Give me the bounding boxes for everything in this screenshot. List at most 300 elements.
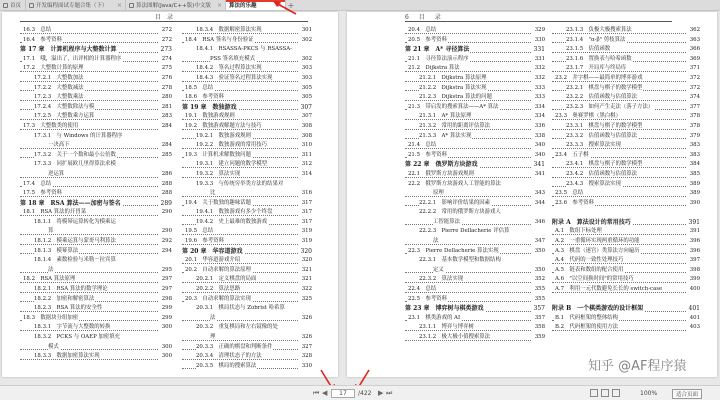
arrow-annotation-top [270, 0, 300, 16]
toc-entry[interactable] [405, 314, 545, 324]
toc-entry-title: 16.4 参考资料 [23, 36, 62, 43]
toc-entry-title: 一决高下 [48, 142, 70, 149]
toc-entry[interactable] [405, 295, 545, 305]
toc-entry[interactable] [552, 112, 700, 122]
toc-entry[interactable] [552, 170, 700, 180]
toc-entry[interactable] [20, 45, 172, 55]
toc-entry[interactable] [405, 227, 545, 237]
toc-entry[interactable] [20, 151, 172, 161]
toc-entry[interactable] [552, 64, 700, 74]
toc-entry[interactable] [405, 333, 545, 343]
toc-entry-title: 19.4.2 史上最难的数独游戏 [196, 218, 268, 225]
toc-entry-page: 397 [689, 256, 700, 266]
toc-entry[interactable] [20, 352, 172, 362]
toc-entry-page: 374 [689, 93, 700, 103]
toc-entry[interactable] [20, 84, 172, 94]
toc-entry[interactable] [20, 55, 172, 65]
toc-entry[interactable] [182, 84, 312, 94]
toc-entry-title: 比 [210, 190, 216, 197]
toc-entry[interactable] [552, 26, 700, 36]
toc-entry[interactable] [182, 180, 312, 190]
toc-entry[interactable] [405, 103, 545, 113]
toc-entry[interactable] [552, 132, 700, 142]
toc-entry-title: 19.4 关于数独的趣味话题 [185, 199, 251, 206]
toc-entry[interactable] [182, 189, 312, 199]
toc-entry[interactable] [405, 189, 545, 199]
toc-entry-title: 22.3.1 基本数学模型和数据结构 [419, 257, 501, 264]
toc-entry[interactable] [552, 285, 700, 295]
toc-entry[interactable] [552, 160, 700, 170]
home-icon [3, 3, 8, 8]
toc-entry[interactable] [182, 314, 312, 324]
toc-entry[interactable] [182, 151, 312, 161]
toc-entry[interactable] [20, 160, 172, 170]
toc-entry[interactable] [182, 295, 312, 305]
toc-entry-page: 300 [161, 323, 172, 333]
toc-entry[interactable] [405, 208, 545, 218]
toc-entry[interactable] [182, 352, 312, 362]
toc-entry-title: 20.3.1 棋局状态与 Zobrist 哈希算 [196, 305, 285, 312]
toc-entry-title: 22.2.1 影响评价结果的因素 [419, 199, 491, 206]
left-page [2, 12, 338, 377]
toc-entry[interactable] [182, 160, 312, 170]
toc-entry-page: 341 [534, 170, 545, 180]
fit-page-button[interactable]: 适合页面 [672, 389, 702, 399]
toc-entry-page: 355 [534, 285, 545, 295]
toc-entry[interactable] [20, 122, 172, 132]
toc-entry-page: 389 [689, 189, 700, 199]
toc-entry-page: 328 [301, 352, 312, 362]
toc-entry[interactable] [405, 266, 545, 276]
toc-entry[interactable] [552, 247, 700, 257]
toc-entry-title: 22.2 俄罗斯方块游戏人工智能的算法 [408, 180, 501, 187]
toc-entry-page: 317 [301, 199, 312, 209]
toc-entry[interactable] [20, 247, 172, 257]
toc-entry[interactable] [20, 36, 172, 46]
toc-entry[interactable] [182, 227, 312, 237]
toc-entry[interactable] [20, 343, 172, 353]
toc-entry-title: A.7 利用一元代数避免长长的 switch-case [555, 286, 663, 293]
toc-entry-title: B.2 代码框架的使用方法 [555, 324, 619, 331]
toc-entry[interactable] [182, 362, 312, 372]
toc-entry-title: 16.3 总结 [23, 27, 52, 33]
tab-home[interactable] [0, 0, 26, 10]
toc-entry[interactable] [552, 295, 700, 305]
toc-entry-title: 18.3.4 数据解密算法实现 [196, 27, 262, 33]
toc-entry[interactable] [182, 103, 312, 113]
toc-entry-title [552, 296, 553, 303]
toc-entry[interactable] [182, 266, 312, 276]
toc-entry-page: 341 [533, 161, 545, 169]
toc-entry-page: 302 [301, 55, 312, 65]
toc-entry-page: 299 [161, 304, 172, 314]
toc-entry[interactable] [20, 304, 172, 314]
toc-entry[interactable] [552, 275, 700, 285]
toc-entry-page: 297 [161, 285, 172, 295]
toc-entry[interactable] [552, 208, 700, 218]
toc-entry-page: 377 [689, 103, 700, 113]
toc-entry-title: 法 [48, 266, 54, 273]
toc-leader-dots [182, 282, 298, 283]
toc-entry-page: 322 [301, 285, 312, 295]
toc-entry[interactable] [182, 74, 312, 84]
toc-entry-page: 390 [689, 199, 700, 209]
toc-entry-page: 316 [301, 189, 312, 199]
toc-entry-page: 319 [301, 227, 312, 237]
toc-entry-title: 17.2.3 大整数乘法 [34, 94, 84, 101]
toc-entry[interactable] [182, 141, 312, 151]
toc-entry[interactable] [182, 275, 312, 285]
toc-leader-dots [20, 119, 158, 120]
toc-entry[interactable] [20, 266, 172, 276]
toc-column [20, 26, 172, 362]
pdf-icon [29, 3, 34, 8]
toc-entry[interactable] [405, 132, 545, 142]
toc-entry-page: 389 [689, 180, 700, 190]
toc-entry[interactable] [182, 199, 312, 209]
toc-entry-title: 23.3.1 棋盘与棋子的数学模型 [566, 122, 643, 129]
toc-entry[interactable] [405, 64, 545, 74]
last-page-button[interactable]: ⏭ [386, 389, 393, 397]
toc-entry[interactable] [552, 227, 700, 237]
toc-entry[interactable] [20, 170, 172, 180]
toc-leader-dots [182, 119, 298, 120]
toc-entry-title: 23.2.1 棋盘与棋子的数学模型 [566, 84, 643, 91]
toc-entry[interactable] [552, 93, 700, 103]
toc-entry-title: 23.2.3 如何产生走法（落子方法） [566, 103, 654, 110]
toc-entry[interactable] [552, 314, 700, 324]
tab-document-2[interactable] [126, 0, 226, 10]
toc-entry-title: A.3 棋盘（迷宫）类算法方向遍历 [555, 247, 640, 254]
toc-entry[interactable] [182, 285, 312, 295]
toc-entry[interactable] [182, 36, 312, 46]
toc-entry-page: 331 [533, 46, 545, 54]
toc-entry[interactable] [405, 122, 545, 132]
toc-entry[interactable] [405, 170, 545, 180]
toc-entry-page: 295 [161, 266, 172, 276]
toc-entry-title: 23.3 奥赛罗棋（黑白棋） [555, 113, 621, 120]
page-number-input[interactable]: 17 [331, 389, 355, 398]
prev-page-button[interactable]: ◀ [322, 389, 328, 397]
toc-entry-title: 23.6 参考资料 [555, 199, 594, 206]
toc-entry-title: 23.4 五子棋 [555, 151, 589, 158]
toc-entry[interactable] [552, 323, 700, 333]
toc-entry[interactable] [405, 237, 545, 247]
toc-entry-title: 20.3.3 正确的棋盘和判断条件 [196, 343, 273, 350]
toc-leader-dots [405, 282, 531, 283]
toc-entry-title: 23.1.7 开局库与终局库 [566, 65, 627, 72]
toc-entry[interactable] [182, 64, 312, 74]
toc-entry-title: 22.4 总结 [408, 286, 437, 293]
tab-label: 算法的乐趣 [229, 3, 257, 9]
toc-entry-page: 321 [301, 275, 312, 285]
toc-entry[interactable] [552, 266, 700, 276]
toc-leader-dots [405, 244, 531, 245]
toc-entry-page: 355 [534, 295, 545, 305]
toc-entry-title: 18.4 RSA 签名与身份验证 [185, 36, 254, 43]
toc-entry[interactable] [552, 189, 700, 199]
toc-entry[interactable] [20, 227, 172, 237]
toc-entry-page: 319 [301, 237, 312, 247]
toc-entry-page: 327 [301, 343, 312, 353]
toc-leader-dots [405, 119, 531, 120]
toc-entry-page: 396 [689, 237, 700, 247]
toc-entry[interactable] [552, 45, 700, 55]
toc-entry[interactable] [552, 74, 700, 84]
first-page-button[interactable]: ⏮ [313, 389, 320, 397]
toc-entry-page: 359 [534, 333, 545, 343]
toc-entry-title: 23.3.3 搜索算法实现 [566, 142, 621, 149]
toc-entry[interactable] [552, 256, 700, 266]
toc-entry[interactable] [405, 45, 545, 55]
toc-entry-title: A.4 代码的一致性处理技巧 [555, 257, 624, 264]
toc-entry[interactable] [20, 26, 172, 36]
toc-entry[interactable] [182, 45, 312, 55]
toc-entry[interactable] [552, 237, 700, 247]
toc-entry-title: 18.2.3 RSA 算法的安全性 [34, 305, 103, 312]
toc-entry-page: 358 [534, 323, 545, 333]
toc-entry[interactable] [182, 122, 312, 132]
toc-entry-page: 336 [534, 122, 545, 132]
toc-entry[interactable] [552, 36, 700, 46]
toc-entry[interactable] [405, 180, 545, 190]
toc-entry[interactable] [405, 304, 545, 314]
toc-entry[interactable] [552, 151, 700, 161]
toc-entry-page: 280 [161, 93, 172, 103]
toc-entry-title: 模式 [48, 343, 59, 350]
toc-entry-title: 18.1.2 模乘运算与蒙哥马利算法 [34, 238, 116, 245]
toc-entry-title: 19.3.1 建立问题的数学模型 [196, 161, 268, 168]
tab-home-label: 首页 [10, 3, 22, 9]
toc-leader-dots [552, 330, 686, 331]
toc-entry[interactable] [552, 55, 700, 65]
toc-entry-title: 法 [433, 238, 439, 245]
toc-entry[interactable] [552, 199, 700, 209]
toc-entry-title: 17.2.4 大整数除法与模 [34, 103, 95, 110]
toc-entry[interactable] [405, 151, 545, 161]
single-page-view-icon[interactable] [590, 389, 598, 397]
toc-entry[interactable] [405, 285, 545, 295]
toc-entry-title: 附录 A 算法设计的常用技巧 [552, 218, 631, 226]
toc-entry[interactable] [552, 304, 700, 314]
toc-entry[interactable] [182, 343, 312, 353]
toc-entry[interactable] [20, 256, 172, 266]
toc-entry-page: 307 [301, 112, 312, 122]
toc-leader-dots [552, 167, 686, 168]
toc-entry-title: 第 23 章 博弈树与棋类游戏 [405, 305, 484, 313]
toc-entry[interactable] [182, 256, 312, 266]
toc-entry-title: 20.3.4 清理状态子的方法 [196, 353, 262, 360]
toc-entry-title: A.1 数组下标处理 [555, 228, 602, 235]
toc-entry-title: 20.1 华容道游戏介绍 [185, 257, 241, 264]
toc-leader-dots [405, 71, 531, 72]
toc-entry[interactable] [20, 218, 172, 228]
toc-entry[interactable] [405, 141, 545, 151]
toc-entry-page: 300 [161, 343, 172, 353]
toc-entry-title: 17.3.2 关于一个数和最小公倍数 [34, 151, 116, 158]
toc-entry[interactable] [405, 93, 545, 103]
toc-entry-page: 396 [689, 247, 700, 257]
toc-entry[interactable] [20, 189, 172, 199]
toc-entry-page: 308 [301, 122, 312, 132]
toc-entry-title: 23.3.2 估值函数与估值算法 [566, 132, 638, 139]
tab-document-1[interactable] [26, 0, 126, 10]
toc-entry-page: 298 [161, 295, 172, 305]
toc-entry[interactable] [405, 247, 545, 257]
double-page-view-icon[interactable] [601, 389, 609, 397]
toc-entry[interactable] [182, 112, 312, 122]
toc-entry-title: 21.2.2 Dijkstra 算法实现 [419, 84, 487, 91]
toc-entry[interactable] [552, 218, 700, 228]
toc-entry-page: 398 [689, 266, 700, 276]
toc-entry[interactable] [182, 237, 312, 247]
toc-entry-title: 18.2.1 RSA 算法的数学理论 [34, 286, 108, 293]
toc-entry-page: 334 [534, 103, 545, 113]
continuous-view-icon[interactable] [612, 389, 620, 397]
header-page-number: 6 [405, 14, 409, 21]
toc-entry-page: 330 [301, 362, 312, 372]
toc-entry-page: 302 [301, 36, 312, 46]
toc-entry[interactable] [405, 218, 545, 228]
toc-entry[interactable] [405, 84, 545, 94]
toc-entry[interactable] [182, 304, 312, 314]
toc-entry-page: 284 [161, 141, 172, 151]
toc-entry[interactable] [20, 132, 172, 142]
tab-close-icon[interactable]: × [216, 1, 222, 9]
toc-entry-title: 22.1 俄罗斯方块游戏规则 [408, 170, 474, 177]
toc-entry[interactable] [20, 180, 172, 190]
toc-entry[interactable] [405, 275, 545, 285]
toc-entry[interactable] [182, 170, 312, 180]
toc-entry[interactable] [552, 84, 700, 94]
toc-entry-page: 325 [301, 295, 312, 305]
toc-leader-dots [182, 167, 298, 168]
toc-leader-dots [552, 119, 686, 120]
toc-entry[interactable] [20, 112, 172, 122]
toc-entry[interactable] [20, 103, 172, 113]
toc-entry[interactable] [405, 26, 545, 36]
toc-entry-title: 17.2 大整数计算的原理 [23, 65, 84, 72]
toc-entry[interactable] [20, 237, 172, 247]
toc-entry[interactable] [405, 112, 545, 122]
toc-entry[interactable] [20, 64, 172, 74]
toc-entry-title: 21.1 寻径算法演示程序 [408, 55, 469, 62]
toc-entry-page: 372 [689, 74, 700, 84]
toc-entry[interactable] [20, 275, 172, 285]
tab-bar [0, 0, 720, 11]
toc-entry[interactable] [182, 333, 312, 343]
next-page-button[interactable]: ▶ [378, 389, 384, 397]
toc-entry[interactable] [405, 256, 545, 266]
toc-entry-page: 347 [534, 237, 545, 247]
toc-entry-page: 379 [689, 132, 700, 142]
toc-entry-title: 21.3 带启发的搜索算法——A* 算法 [408, 103, 499, 110]
toc-entry[interactable] [20, 323, 172, 333]
toc-entry[interactable] [552, 180, 700, 190]
toc-entry-title: 21.5 参考资料 [408, 151, 447, 158]
toc-entry[interactable] [182, 218, 312, 228]
toc-entry[interactable] [20, 93, 172, 103]
toc-entry[interactable] [20, 295, 172, 305]
toc-entry[interactable] [405, 55, 545, 65]
toc-entry-page: 330 [534, 36, 545, 46]
zoom-level[interactable]: 100% [640, 390, 658, 397]
toc-entry[interactable] [182, 55, 312, 65]
toc-entry-page: 383 [689, 151, 700, 161]
toc-entry[interactable] [182, 93, 312, 103]
toc-entry[interactable] [20, 208, 172, 218]
toc-entry[interactable] [552, 103, 700, 113]
toc-entry[interactable] [182, 208, 312, 218]
toc-entry[interactable] [405, 36, 545, 46]
toc-leader-dots [20, 215, 158, 216]
toc-entry-title: 19.3 计算机求解数独问题 [185, 151, 251, 158]
toc-entry-page: 372 [689, 84, 700, 94]
toc-entry[interactable] [552, 122, 700, 132]
toc-entry-page: 357 [533, 305, 545, 313]
toc-entry-title: 23.2.2 估值函数与估值算法 [566, 94, 638, 101]
toc-entry[interactable] [405, 199, 545, 209]
toc-entry[interactable] [20, 285, 172, 295]
toc-entry-title: 18.1 RSA 算法的开胃菜 [23, 209, 87, 216]
toc-entry-title: A.6 "以空间换时间"的常用技巧 [555, 276, 634, 283]
toc-entry-title: 20.2.2 算法思路 [196, 286, 241, 293]
toc-entry-page: 333 [534, 84, 545, 94]
toc-entry[interactable] [20, 199, 172, 209]
toc-leader-dots [182, 196, 298, 197]
toc-entry-title: 附录 B 一个棋类游戏的设计框架 [552, 305, 644, 313]
toc-entry[interactable] [182, 323, 312, 333]
toc-entry[interactable] [182, 26, 312, 36]
toc-entry-title: 19.2 数独游戏解题方法与技巧 [185, 122, 262, 129]
watermark: 知乎 @AF程序猿 [588, 359, 687, 374]
toc-entry[interactable] [20, 74, 172, 84]
toc-entry-title: 19.2.2 数独游戏的常用技巧 [196, 142, 268, 149]
toc-entry-title: 23.5 总结 [555, 190, 584, 197]
toc-entry-title: 19.6 参考资料 [185, 238, 224, 245]
status-bar [0, 385, 720, 400]
toc-column [552, 26, 700, 333]
toc-entry[interactable] [405, 74, 545, 84]
toc-entry-page: 276 [161, 74, 172, 84]
tab-close-icon[interactable]: × [116, 1, 122, 9]
toc-entry-page: 317 [301, 218, 312, 228]
toc-entry[interactable] [182, 247, 312, 257]
toc-entry-page: 292 [161, 237, 172, 247]
toc-entry-title: 算 [48, 228, 54, 235]
toc-entry[interactable] [552, 141, 700, 151]
header-title-a: 目 [418, 14, 425, 21]
toc-entry[interactable] [20, 314, 172, 324]
toc-leader-dots [20, 349, 158, 350]
toc-entry-page: 310 [301, 141, 312, 151]
toc-entry-page: 284 [161, 122, 172, 132]
toc-leader-dots [20, 234, 158, 235]
new-tab-button[interactable]: + [287, 0, 295, 10]
toc-entry-page: 317 [301, 208, 312, 218]
toc-leader-dots [20, 282, 158, 283]
toc-entry-title: 第 22 章 俄罗斯方块游戏 [405, 161, 478, 169]
toc-entry[interactable] [182, 132, 312, 142]
toc-entry-title: 23.4.2 估值函数与估值算法 [566, 170, 638, 177]
toc-leader-dots [552, 234, 686, 235]
toc-entry[interactable] [405, 323, 545, 333]
toc-entry-page: 384 [689, 160, 700, 170]
toc-entry[interactable] [20, 333, 172, 343]
toc-entry-title: 理 [210, 334, 216, 340]
toc-entry[interactable] [20, 141, 172, 151]
toc-entry[interactable] [405, 160, 545, 170]
